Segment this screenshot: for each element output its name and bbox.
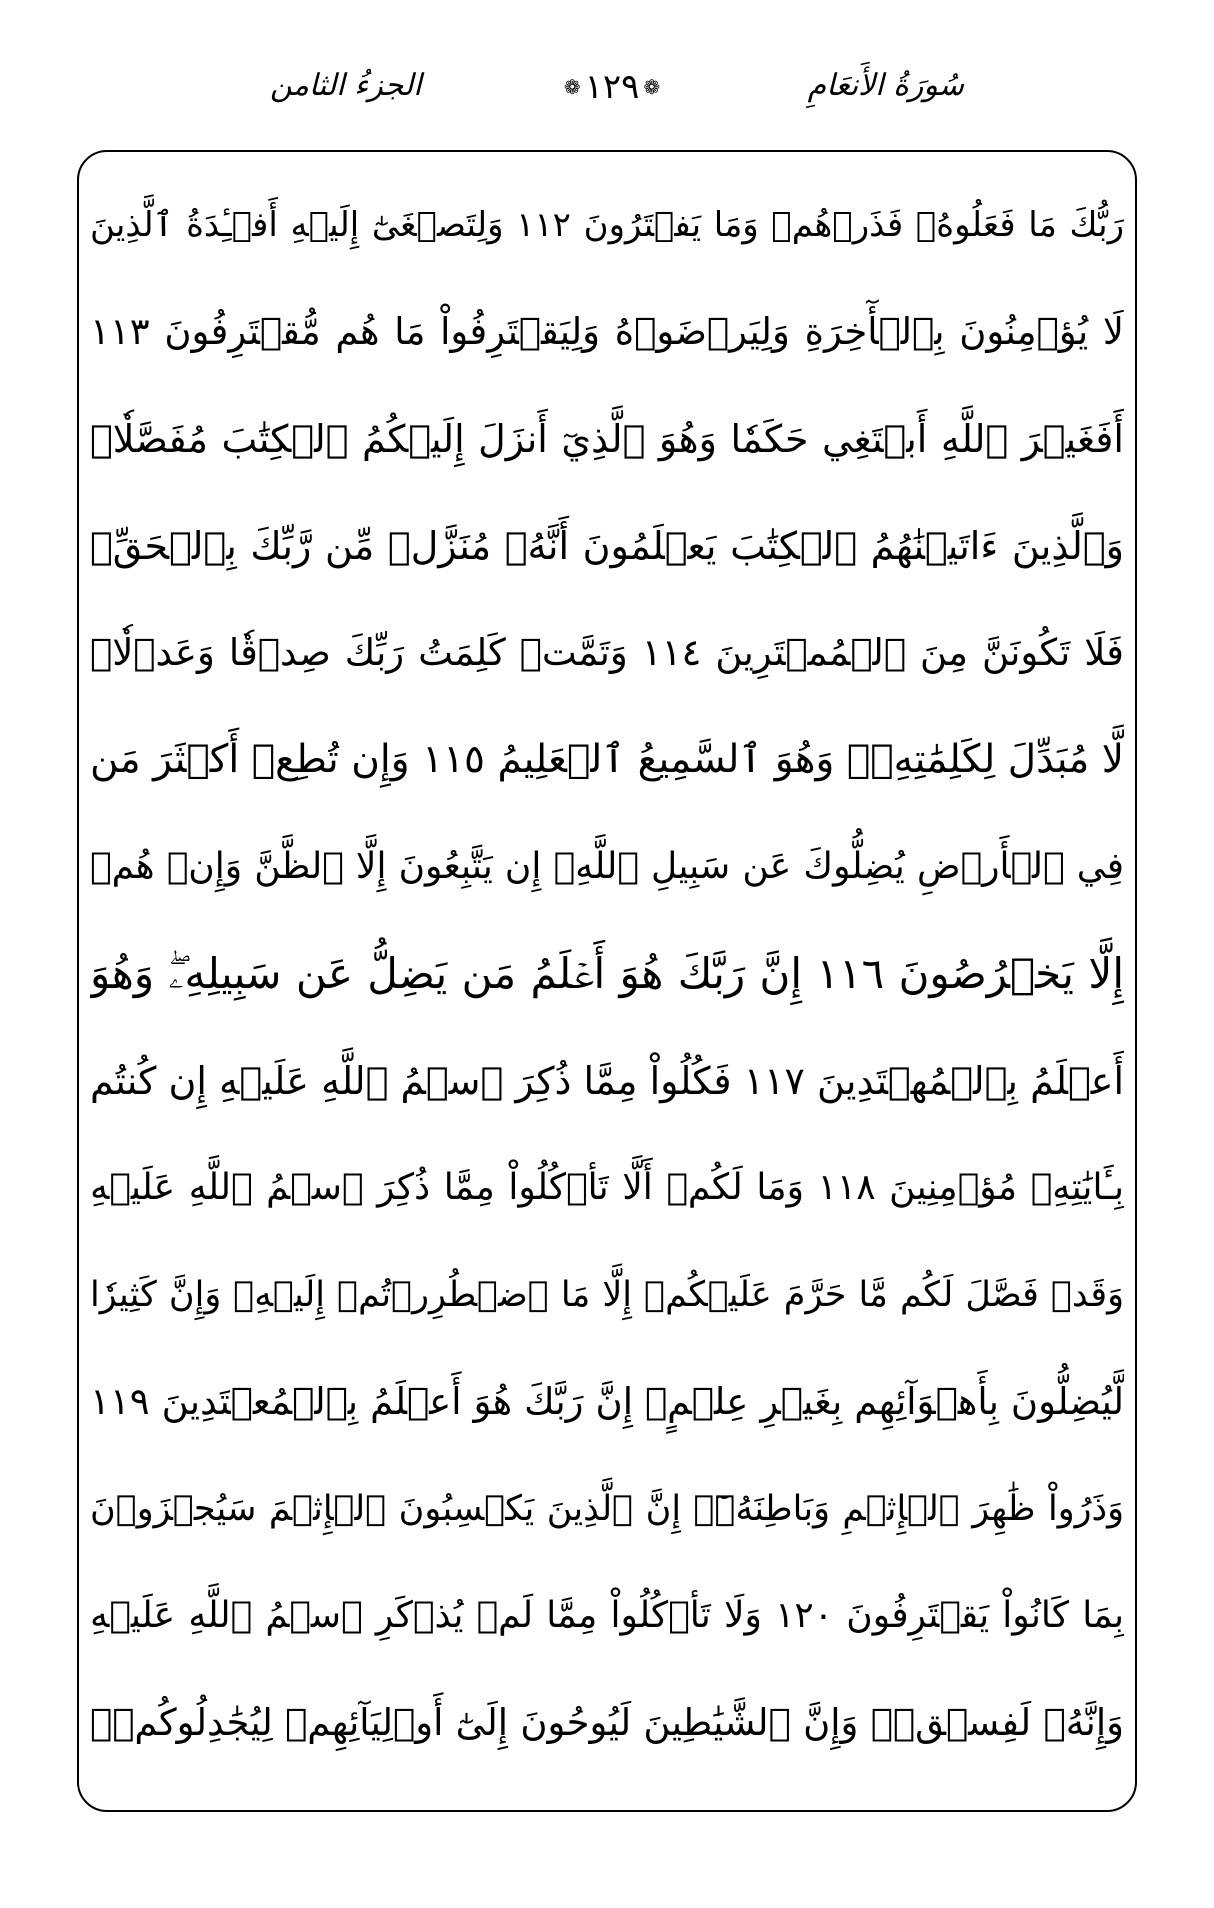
verse-line: إِلَّا يَخۡرُصُونَ ١١٦ إِنَّ رَبَّكَ هُوَ أَعۡلَمُ مَن يَضِلُّ عَن سَبِيلِهِۦۖ وَهُوَ [90,949,1124,998]
page-number-badge [557,62,667,112]
verse-line: أَعۡلَمُ بِٱلۡمُهۡتَدِينَ ١١٧ فَكُلُواْ مِمَّا ذُكِرَ ٱسۡمُ ٱللَّهِ عَلَيۡهِ إِن كُنتُم [90,1059,1124,1103]
verse-line: فَلَا تَكُونَنَّ مِنَ ٱلۡمُمۡتَرِينَ ١١٤ وَتَمَّتۡ كَلِمَتُ رَبِّكَ صِدۡقٗا وَعَدۡلٗاۚ [90,631,1124,674]
surah-name: سُورَةُ الأَنعَامِ [807,68,964,103]
verse-line: رَبُّكَ مَا فَعَلُوهُۖ فَذَرۡهُمۡ وَمَا يَفۡتَرُونَ ١١٢ وَلِتَصۡغَىٰٓ إِلَيۡهِ أَفۡـِٔدَةُ ٱلَّذِينَ [90,205,1124,245]
verse-text-area [90,178,1124,1798]
page-header [0,62,1214,122]
verse-line: أَفَغَيۡرَ ٱللَّهِ أَبۡتَغِي حَكَمٗا وَهُوَ ٱلَّذِيٓ أَنزَلَ إِلَيۡكُمُ ٱلۡكِتَٰبَ مُفَصَّلٗاۚ [90,417,1124,461]
verse-line: وَذَرُواْ ظَٰهِرَ ٱلۡإِثۡمِ وَبَاطِنَهُۥٓۚ إِنَّ ٱلَّذِينَ يَكۡسِبُونَ ٱلۡإِثۡمَ سَيُجۡزَوۡنَ [90,1489,1124,1529]
verse-line: لَّا مُبَدِّلَ لِكَلِمَٰتِهِۦۚ وَهُوَ ٱلسَّمِيعُ ٱلۡعَلِيمُ ١١٥ وَإِن تُطِعۡ أَكۡثَرَ مَن [90,737,1124,782]
ornament-right-icon: ❁ [643,75,661,99]
verse-line: بِمَا كَانُواْ يَقۡتَرِفُونَ ١٢٠ وَلَا تَأۡكُلُواْ مِمَّا لَمۡ يُذۡكَرِ ٱسۡمُ ٱللَّهِ عَلَيۡهِ [90,1595,1124,1636]
verse-line: وَإِنَّهُۥ لَفِسۡقٞۗ وَإِنَّ ٱلشَّيَٰطِينَ لَيُوحُونَ إِلَىٰٓ أَوۡلِيَآئِهِمۡ لِيُجَٰدِلُوكُمۡۖ [90,1701,1124,1744]
page-number: ١٢٩ [584,67,640,107]
verse-line: لَا يُؤۡمِنُونَ بِٱلۡأٓخِرَةِ وَلِيَرۡضَوۡهُ وَلِيَقۡتَرِفُواْ مَا هُم مُّقۡتَرِفُونَ ١١٣ [90,310,1124,353]
verse-line: وَٱلَّذِينَ ءَاتَيۡنَٰهُمُ ٱلۡكِتَٰبَ يَعۡلَمُونَ أَنَّهُۥ مُنَزَّلٞ مِّن رَّبِّكَ بِٱلۡحَقِّۖ [90,524,1124,568]
verse-line: بِـَٔايَٰتِهِۦ مُؤۡمِنِينَ ١١٨ وَمَا لَكُمۡ أَلَّا تَأۡكُلُواْ مِمَّا ذُكِرَ ٱسۡمُ ٱللَّهِ عَلَيۡهِ [90,1167,1124,1208]
verse-line: فِي ٱلۡأَرۡضِ يُضِلُّوكَ عَن سَبِيلِ ٱللَّهِۚ إِن يَتَّبِعُونَ إِلَّا ٱلظَّنَّ وَإِنۡ هُمۡ [90,846,1124,887]
juz-name: الجزءُ الثامن [270,68,422,103]
verse-line: لَّيُضِلُّونَ بِأَهۡوَآئِهِم بِغَيۡرِ عِلۡمٍۚ إِنَّ رَبَّكَ هُوَ أَعۡلَمُ بِٱلۡمُعۡتَدِينَ ١١٩ [90,1380,1124,1423]
ornament-left-icon: ❁ [563,75,581,99]
verse-line: وَقَدۡ فَصَّلَ لَكُم مَّا حَرَّمَ عَلَيۡكُمۡ إِلَّا مَا ٱضۡطُرِرۡتُمۡ إِلَيۡهِۗ وَإِنَّ كَثِيرٗا [90,1275,1124,1315]
